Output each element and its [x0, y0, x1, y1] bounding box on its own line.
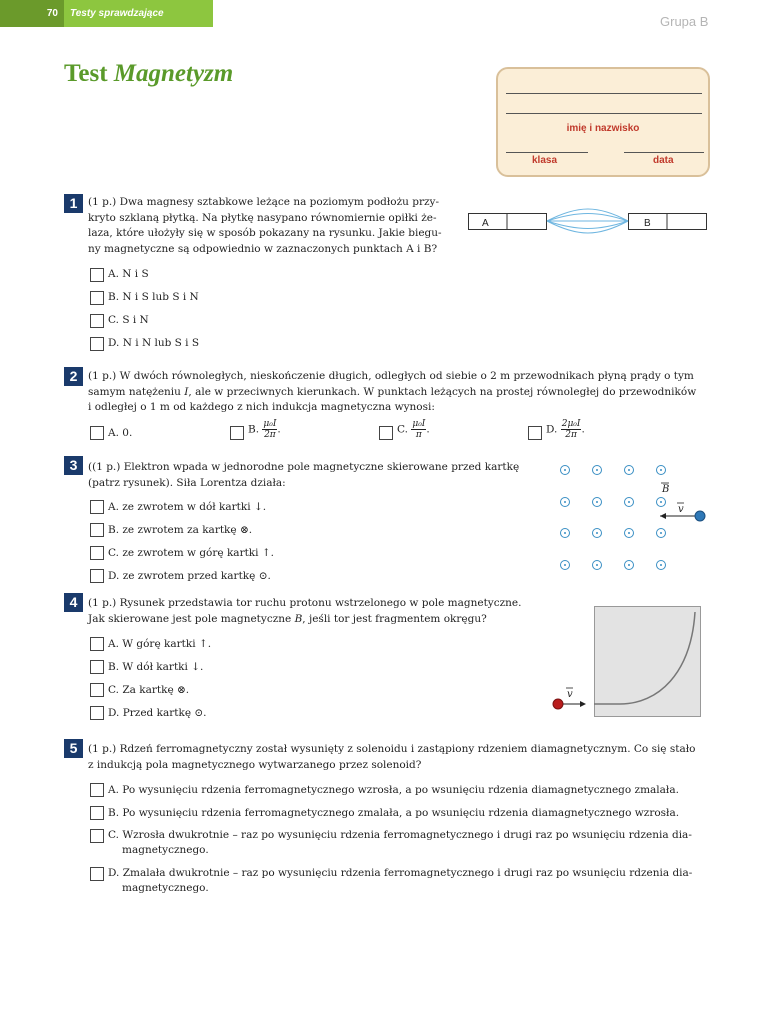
checkbox-q2-b[interactable] — [230, 426, 244, 440]
question-number-5: 5 — [64, 739, 83, 758]
checkbox-q3-d[interactable] — [90, 569, 104, 583]
checkbox-q5-b[interactable] — [90, 806, 104, 820]
header-bar — [0, 0, 213, 27]
page-number: 70 — [0, 0, 64, 27]
option-q4-a: A. W górę kartki ↑. — [108, 638, 212, 650]
name-line-2[interactable] — [506, 113, 702, 114]
checkbox-q4-b[interactable] — [90, 660, 104, 674]
name-box — [496, 67, 710, 177]
question-2-text: (1 p.) W dwóch równoległych, nieskończenie długich, odległych od siebie o 2 m przewodnikach płyną prądy o tym samym natężeniu I, ale w przeciwnych kierunkach. W punktach leżących na prostej równoległej do przewodników i odległej o 1 m od każdego z nich indukcja magnetyczna wynosi: — [88, 370, 697, 413]
question-4-text: (1 p.) Rysunek przedstawia tor ruchu protonu wstrzelonego w pole magnetyczne. Jak skierowane jest pole magnetyczne B, jeśli tor jest fragmentem okręgu? — [88, 597, 522, 625]
section-title: Testy sprawdzające — [70, 8, 164, 19]
question-3-text: ((1 p.) Elektron wpada w jednorodne pole magnetyczne skierowane przed kartkę (patrz rysunek). Siła Lorentza działa: — [88, 461, 520, 489]
field-dot — [624, 560, 634, 570]
name-line[interactable] — [506, 93, 702, 94]
option-q2-d: D. $\frac{\text{2μ₀I}}{2\pi}$ . — [546, 419, 585, 440]
date-line[interactable] — [624, 152, 704, 153]
field-dot — [656, 560, 666, 570]
field-dot — [560, 528, 570, 538]
checkbox-q2-a[interactable] — [90, 426, 104, 440]
field-dot — [592, 497, 602, 507]
electron-figure — [650, 478, 712, 524]
magnets-figure — [468, 205, 708, 235]
checkbox-q2-c[interactable] — [379, 426, 393, 440]
checkbox-q1-a[interactable] — [90, 268, 104, 282]
pole-a-label: A — [482, 218, 489, 229]
class-label: klasa — [532, 155, 558, 166]
class-line[interactable] — [506, 152, 588, 153]
checkbox-q2-d[interactable] — [528, 426, 542, 440]
page-title: Test Magnetyzm — [64, 60, 234, 87]
option-q3-c: C. ze zwrotem w górę kartki ↑. — [108, 547, 275, 559]
field-dot — [592, 465, 602, 475]
group-label: Grupa B — [660, 14, 709, 29]
option-q3-b: B. ze zwrotem za kartkę ⊗. — [108, 524, 253, 536]
checkbox-q5-a[interactable] — [90, 783, 104, 797]
option-q1-c: C. S i N — [108, 314, 149, 326]
question-number-1: 1 — [64, 194, 83, 213]
question-number-4: 4 — [64, 593, 83, 612]
electron-icon — [695, 511, 705, 521]
option-q5-c: C. Wzrosła dwukrotnie – raz po wysunięciu rdzenia ferromagnetycznego i drugi raz po wsunięciu rdzenia dia- magnetycznego. — [108, 829, 692, 856]
name-label: imię i nazwisko — [566, 123, 640, 134]
field-dot — [656, 465, 666, 475]
option-q4-c: C. Za kartkę ⊗. — [108, 684, 190, 696]
checkbox-q5-c[interactable] — [90, 829, 104, 843]
question-number-2: 2 — [64, 367, 83, 386]
question-1-text: (1 p.) Dwa magnesy sztabkowe leżące na poziomym podłożu przy- kryto szklaną płytką. Na płytkę nasypano równomiernie opiłki że- laza, które ułożyły się w sposób pokazany na rysunku. Jakie biegu- ny magnetyczne są odpowiednio w zaznaczonych punktach A i B? — [88, 196, 442, 255]
checkbox-q3-b[interactable] — [90, 523, 104, 537]
option-q5-b: B. Po wysunięciu rdzenia ferromagnetycznego zmalała, a po wsunięciu rdzenia diamagnetycznego wzrosła. — [108, 807, 680, 819]
field-line — [547, 214, 628, 222]
option-q4-d: D. Przed kartkę ⊙. — [108, 707, 207, 719]
option-q2-a: A. 0. — [108, 427, 133, 439]
checkbox-q1-b[interactable] — [90, 291, 104, 305]
checkbox-q4-a[interactable] — [90, 637, 104, 651]
title-topic: Magnetyzm — [113, 60, 234, 87]
date-label: data — [653, 155, 674, 166]
option-q5-d: D. Zmalała dwukrotnie – raz po wysunięciu rdzenia ferromagnetycznego i drugi raz po wsunięciu rdzenia dia- magnetycznego. — [108, 867, 693, 894]
option-q1-a: A. N i S — [108, 268, 149, 280]
option-q3-a: A. ze zwrotem w dół kartki ↓. — [108, 501, 267, 513]
checkbox-q3-a[interactable] — [90, 500, 104, 514]
option-q5-a: A. Po wysunięciu rdzenia ferromagnetycznego wzrosła, a po wsunięciu rdzenia diamagnetycznego zmalała. — [108, 784, 679, 796]
proton-icon — [553, 699, 563, 709]
option-q2-c: C. $\frac{\text{μ₀I}}{\pi}$ . — [397, 419, 430, 440]
checkbox-q3-c[interactable] — [90, 546, 104, 560]
checkbox-q1-d[interactable] — [90, 337, 104, 351]
proton-figure — [548, 604, 702, 720]
question-5-text: (1 p.) Rdzeń ferromagnetyczny został wysunięty z solenoidu i zastąpiony rdzeniem diamagnetycznym. Co się stało z indukcją pola magnetycznego wytwarzanego przez solenoid? — [88, 743, 696, 771]
option-q4-b: B. W dół kartki ↓. — [108, 661, 204, 673]
option-q1-b: B. N i S lub S i N — [108, 291, 199, 303]
field-line — [547, 221, 628, 229]
field-dot — [624, 497, 634, 507]
checkbox-q5-d[interactable] — [90, 867, 104, 881]
checkbox-q4-c[interactable] — [90, 683, 104, 697]
velocity-label: v — [567, 689, 573, 700]
field-dot — [560, 497, 570, 507]
field-dot — [624, 465, 634, 475]
option-q1-d: D. N i N lub S i S — [108, 337, 200, 349]
question-number-3: 3 — [64, 456, 83, 475]
checkbox-q4-d[interactable] — [90, 706, 104, 720]
field-b-label: B — [662, 484, 670, 495]
option-q2-b: B. $\frac{\text{μ₀I}}{2\pi}$ . — [248, 419, 281, 440]
field-line — [547, 209, 628, 221]
field-dot — [624, 528, 634, 538]
field-dot — [592, 560, 602, 570]
checkbox-q1-c[interactable] — [90, 314, 104, 328]
field-region — [595, 607, 701, 717]
field-dot — [656, 528, 666, 538]
field-dot — [592, 528, 602, 538]
field-dot — [560, 560, 570, 570]
field-line — [547, 221, 628, 233]
option-q3-d: D. ze zwrotem przed kartkę ⊙. — [108, 570, 271, 582]
pole-b-label: B — [644, 218, 651, 229]
field-dot — [560, 465, 570, 475]
velocity-label: v — [678, 504, 684, 515]
